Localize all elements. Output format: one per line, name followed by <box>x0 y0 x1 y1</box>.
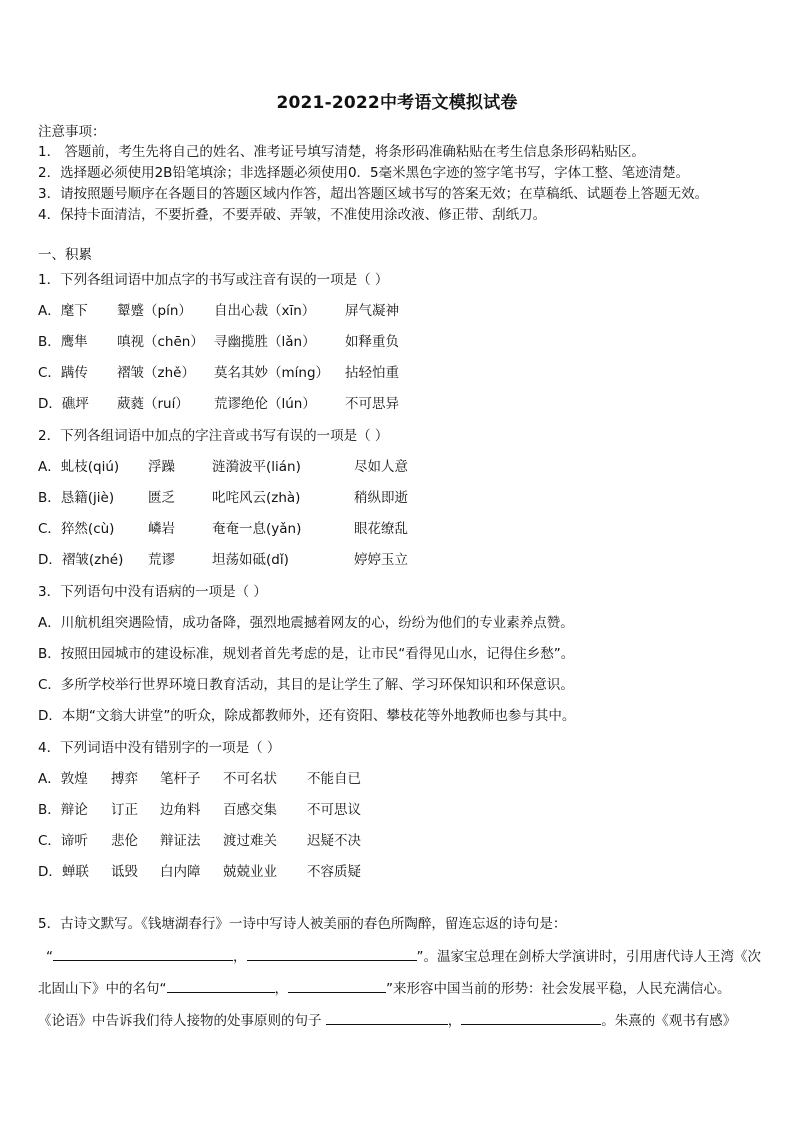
notice-item-3: 3．请按照题号顺序在各题目的答题区域内作答，超出答题区域书写的答案无效；在草稿纸、试题卷上答题无效。 <box>38 186 709 202</box>
q5-answer-blank-6[interactable] <box>461 1010 601 1025</box>
q5-line2-tail: ”。温家宝总理在剑桥大学演讲时，引用唐代诗人王湾《次 <box>416 949 761 965</box>
q2-option-b-word2: 匮乏 <box>148 490 175 506</box>
q5-line4-tail: 。朱熹的《观书有感》 <box>601 1013 737 1029</box>
q4-option-b-word4: 百感交集 <box>223 802 277 818</box>
q2-option-b-word3: 叱咤风云(zhà) <box>212 490 301 506</box>
q5-open-quote: “ <box>46 949 53 965</box>
q1-option-d-word4: 不可思异 <box>345 396 399 412</box>
q2-option-b-word1: B．恳籍(jiè) <box>38 490 115 506</box>
q4-option-d-word4: 兢兢业业 <box>223 864 277 880</box>
q5-line3-head: 北固山下》中的名句“ <box>38 981 167 997</box>
q4-option-b-word2: 订正 <box>111 802 138 818</box>
notice-heading: 注意事项： <box>38 124 106 140</box>
q1-option-a-word4: 屏气凝神 <box>345 303 399 319</box>
q1-option-d-word1: D．礁坪 <box>38 396 89 412</box>
q4-option-d-word5: 不容质疑 <box>307 864 361 880</box>
q4-option-c-word4: 渡过难关 <box>223 833 277 849</box>
q2-option-a-word3: 涟漪波平(lián) <box>212 459 301 475</box>
q5-answer-blank-2[interactable] <box>247 946 417 961</box>
q1-option-b-word3: 寻幽揽胜（lǎn） <box>214 334 316 350</box>
notice-item-1: 1． 答题前，考生先将自己的姓名、准考证号填写清楚，将条形码准确粘贴在考生信息条形码粘贴区。 <box>38 144 645 160</box>
q3-option-d: D．本期“文翁大讲堂”的听众，除成都教师外，还有资阳、攀枝花等外地教师也参与其中。 <box>38 708 576 724</box>
q5-line-3 <box>38 978 731 998</box>
q5-line-4 <box>38 1010 736 1030</box>
q4-option-a-word5: 不能自已 <box>307 771 361 787</box>
q5-answer-blank-3[interactable] <box>167 978 275 993</box>
q5-line3-tail: ”来形容中国当前的形势：社会发展平稳，人民充满信心。 <box>386 981 731 997</box>
q1-option-c-word1: C．蹒传 <box>38 365 88 381</box>
q4-option-a-word1: A．敦煌 <box>38 771 88 787</box>
notice-item-2: 2．选择题必须使用2B铅笔填涂；非选择题必须使用0．5毫米黑色字迹的签字笔书写，字体工整、笔迹清楚。 <box>38 165 690 181</box>
q4-option-b-word1: B．辩论 <box>38 802 88 818</box>
q3-option-b: B．按照田园城市的建设标准，规划者首先考虑的是，让市民“看得见山水，记得住乡愁”。 <box>38 646 575 662</box>
q4-option-c-word5: 迟疑不决 <box>307 833 361 849</box>
q2-option-b-word4: 稍纵即逝 <box>354 490 408 506</box>
q2-option-d-word1: D．褶皱(zhé) <box>38 552 124 568</box>
q4-option-c-word1: C．谛听 <box>38 833 88 849</box>
q3-option-a: A．川航机组突遇险情，成功备降，强烈地震撼着网友的心，纷纷为他们的专业素养点赞。 <box>38 615 574 631</box>
q4-option-d-word3: 白内障 <box>160 864 201 880</box>
q5-answer-blank-4[interactable] <box>288 978 386 993</box>
q4-option-d-word1: D．蝉联 <box>38 864 89 880</box>
exam-title: 2021-2022中考语文模拟试卷 <box>276 93 518 113</box>
q4-option-c-word3: 辩证法 <box>160 833 201 849</box>
q1-stem: 1．下列各组词语中加点字的书写或注音有误的一项是（ ） <box>38 272 389 288</box>
q2-option-c-word2: 嶙岩 <box>148 521 175 537</box>
q1-option-a-word3: 自出心裁（xīn） <box>214 303 316 319</box>
q4-stem: 4．下列词语中没有错别字的一项是（ ） <box>38 740 281 756</box>
q1-option-c-word3: 莫名其妙（míng） <box>214 365 330 381</box>
q2-option-c-word1: C．猝然(cù) <box>38 521 115 537</box>
q4-option-c-word2: 悲伦 <box>111 833 138 849</box>
q4-option-a-word3: 笔杆子 <box>160 771 201 787</box>
q5-comma-2: ， <box>274 981 288 997</box>
q1-option-c-word4: 拈轻怕重 <box>345 365 399 381</box>
q4-option-a-word2: 搏弈 <box>111 771 138 787</box>
q2-option-a-word4: 尽如人意 <box>354 459 408 475</box>
q2-option-d-word4: 婷婷玉立 <box>354 552 408 568</box>
q4-option-b-word3: 边角料 <box>160 802 201 818</box>
q4-option-d-word2: 诋毁 <box>111 864 138 880</box>
q1-option-d-word3: 荒谬绝伦（lún） <box>214 396 316 412</box>
q1-option-a-word1: A．麾下 <box>38 303 88 319</box>
q5-line4-head: 《论语》中告诉我们待人接物的处事原则的句子 <box>38 1013 322 1029</box>
q2-option-c-word4: 眼花缭乱 <box>354 521 408 537</box>
q5-line-1: 5．古诗文默写。《钱塘湖春行》一诗中写诗人被美丽的春色所陶醉，留连忘返的诗句是： <box>38 916 567 932</box>
q5-comma-3: ， <box>447 1013 462 1029</box>
q1-option-b-word2: 嗔视（chēn） <box>117 334 204 350</box>
q4-option-a-word4: 不可名状 <box>223 771 277 787</box>
q1-option-b-word1: B．鹰隼 <box>38 334 88 350</box>
notice-item-4: 4．保持卡面清洁，不要折叠，不要弄破、弄皱，不准使用涂改液、修正带、刮纸刀。 <box>38 207 547 223</box>
q2-stem: 2．下列各组词语中加点的字注音或书写有误的一项是（ ） <box>38 428 389 444</box>
q5-answer-blank-5[interactable] <box>326 1010 448 1025</box>
q2-option-a-word1: A．虬枝(qiú) <box>38 459 120 475</box>
q3-stem: 3．下列语句中没有语病的一项是（ ） <box>38 584 267 600</box>
q1-option-d-word2: 葳蕤（ruí） <box>117 396 189 412</box>
section-heading: 一、积累 <box>38 247 92 263</box>
q2-option-d-word2: 荒谬 <box>148 552 175 568</box>
q5-line-2 <box>46 946 761 966</box>
q1-option-c-word2: 褶皱（zhě） <box>117 365 195 381</box>
q2-option-c-word3: 奄奄一息(yǎn) <box>212 521 302 537</box>
q5-answer-blank-1[interactable] <box>53 946 233 961</box>
q5-comma-1: ， <box>233 949 247 965</box>
q2-option-a-word2: 浮躁 <box>148 459 175 475</box>
q3-option-c: C．多所学校举行世界环境日教育活动，其目的是让学生了解、学习环保知识和环保意识。 <box>38 677 574 693</box>
q1-option-a-word2: 颦蹙（pín） <box>117 303 192 319</box>
q4-option-b-word5: 不可思议 <box>307 802 361 818</box>
q1-option-b-word4: 如释重负 <box>345 334 399 350</box>
q2-option-d-word3: 坦荡如砥(dǐ) <box>212 552 289 568</box>
